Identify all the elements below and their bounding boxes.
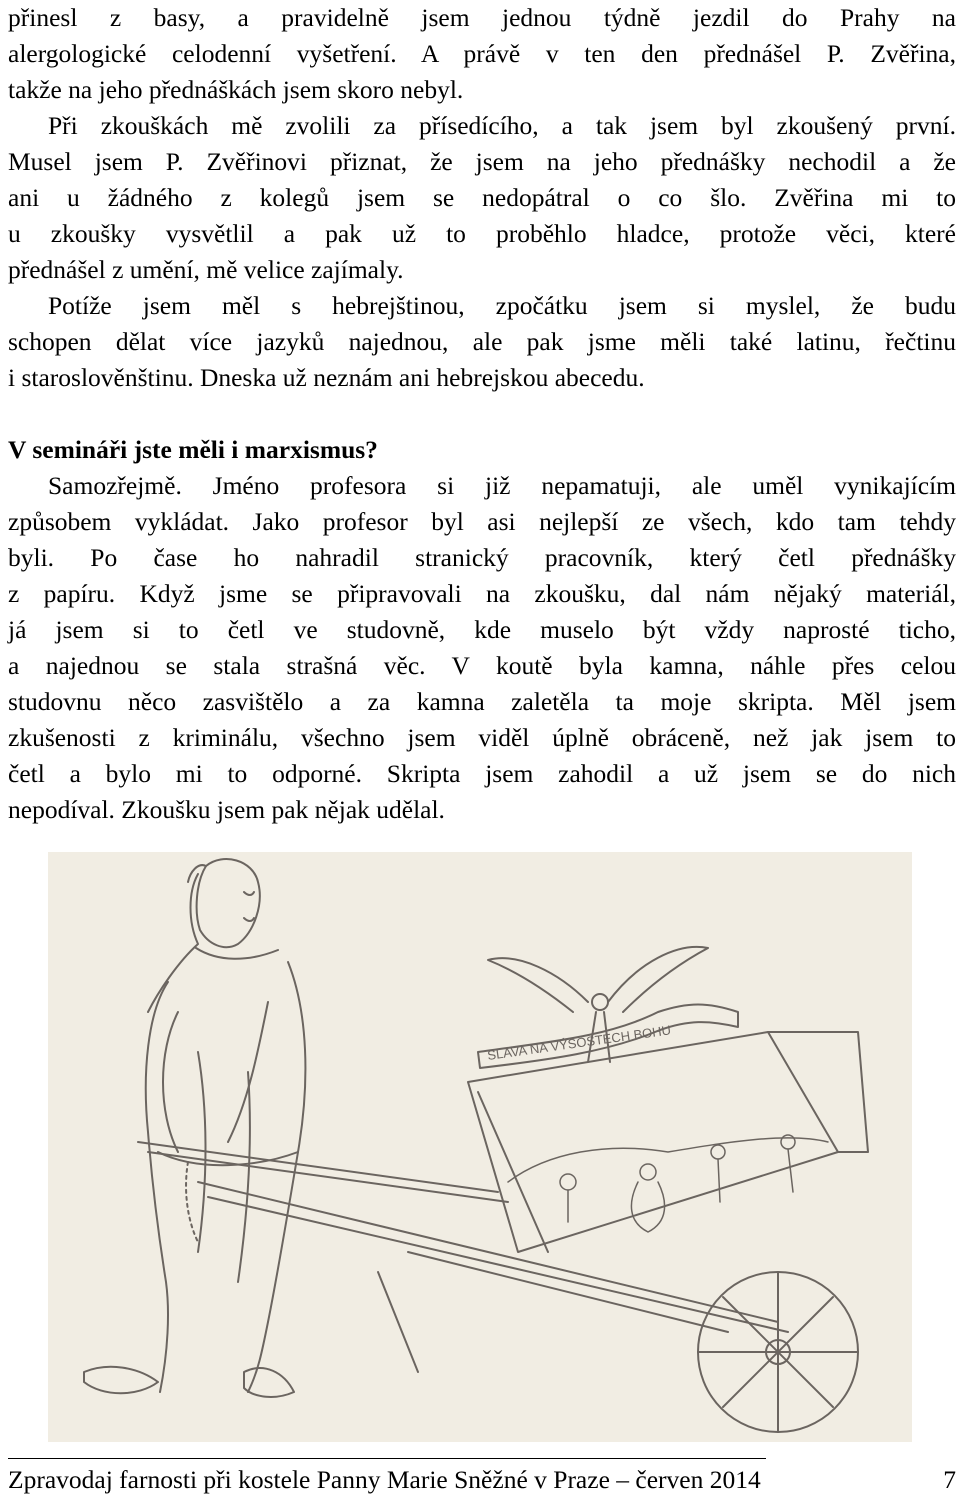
monk-figure: [84, 859, 305, 1397]
text-line: u zkoušky vysvětlil a pak už to proběhlo hladce, protože věci, které: [8, 219, 956, 248]
text-line: Při zkouškách mě zvolili za přísedícího, a tak jsem byl zkoušený první.: [48, 111, 956, 140]
interview-question: V semináři jste měli i marxismus?: [8, 435, 378, 464]
text-line: způsobem vykládat. Jako profesor byl asi nejlepší ze všech, kdo tam tehdy: [8, 507, 956, 536]
text-line: četl a bylo mi to odporné. Skripta jsem zahodil a už jsem se do nich: [8, 759, 956, 788]
nativity-scene: [508, 1135, 828, 1232]
text-line: já jsem si to četl ve studovně, kde muselo být vždy naprosté ticho,: [8, 615, 956, 644]
angel-figure: [478, 947, 738, 1068]
text-line: takže na jeho přednáškách jsem skoro nebyl.: [8, 75, 464, 104]
text-line: přinesl z basy, a pravidelně jsem jednou týdně jezdil do Prahy na: [8, 3, 956, 32]
page-footer: [8, 1462, 956, 1498]
pencil-drawing-monk-wheelbarrow: [48, 852, 912, 1442]
text-line: byli. Po čase ho nahradil stranický pracovník, který četl přednášky: [8, 543, 956, 572]
text-line: nepodíval. Zkoušku jsem pak nějak udělal.: [8, 795, 445, 824]
text-line: a najednou se stala strašná věc. V koutě byla kamna, náhle přes celou: [8, 651, 956, 680]
footer-rule: [8, 1458, 766, 1459]
text-line: Musel jsem P. Zvěřinovi přiznat, že jsem na jeho přednášky nechodil a že: [8, 147, 956, 176]
text-line: přednášel z umění, mě velice zajímaly.: [8, 255, 404, 284]
text-line: Potíže jsem měl s hebrejštinou, zpočátku jsem si myslel, že budu: [48, 291, 956, 320]
text-line: alergologické celodenní vyšetření. A právě v ten den přednášel P. Zvěřina,: [8, 39, 956, 68]
text-line: z papíru. Když jsme se připravovali na zkoušku, dal nám nějaký materiál,: [8, 579, 956, 608]
text-line: i staroslověnštinu. Dneska už neznám ani hebrejskou abecedu.: [8, 363, 645, 392]
text-line: ani u žádného z kolegů jsem se nedopátral o co šlo. Zvěřina mi to: [8, 183, 956, 212]
text-line: Samozřejmě. Jméno profesora si již nepamatuji, ale uměl vynikajícím: [48, 471, 956, 500]
footer-text: Zpravodaj farnosti při kostele Panny Marie Sněžné v Praze – červen 2014: [8, 1465, 761, 1494]
banner-text: SLAVA NA VÝSOSTECH BOHU: [486, 1022, 672, 1063]
page-number: 7: [943, 1465, 956, 1494]
text-line: studovnu něco zasvištělo a za kamna zaletěla ta moje skripta. Měl jsem: [8, 687, 956, 716]
text-line: schopen dělat více jazyků najednou, ale pak jsme měli také latinu, řečtinu: [8, 327, 956, 356]
text-line: zkušenosti z kriminálu, všechno jsem viděl úplně obráceně, než jak jsem to: [8, 723, 956, 752]
